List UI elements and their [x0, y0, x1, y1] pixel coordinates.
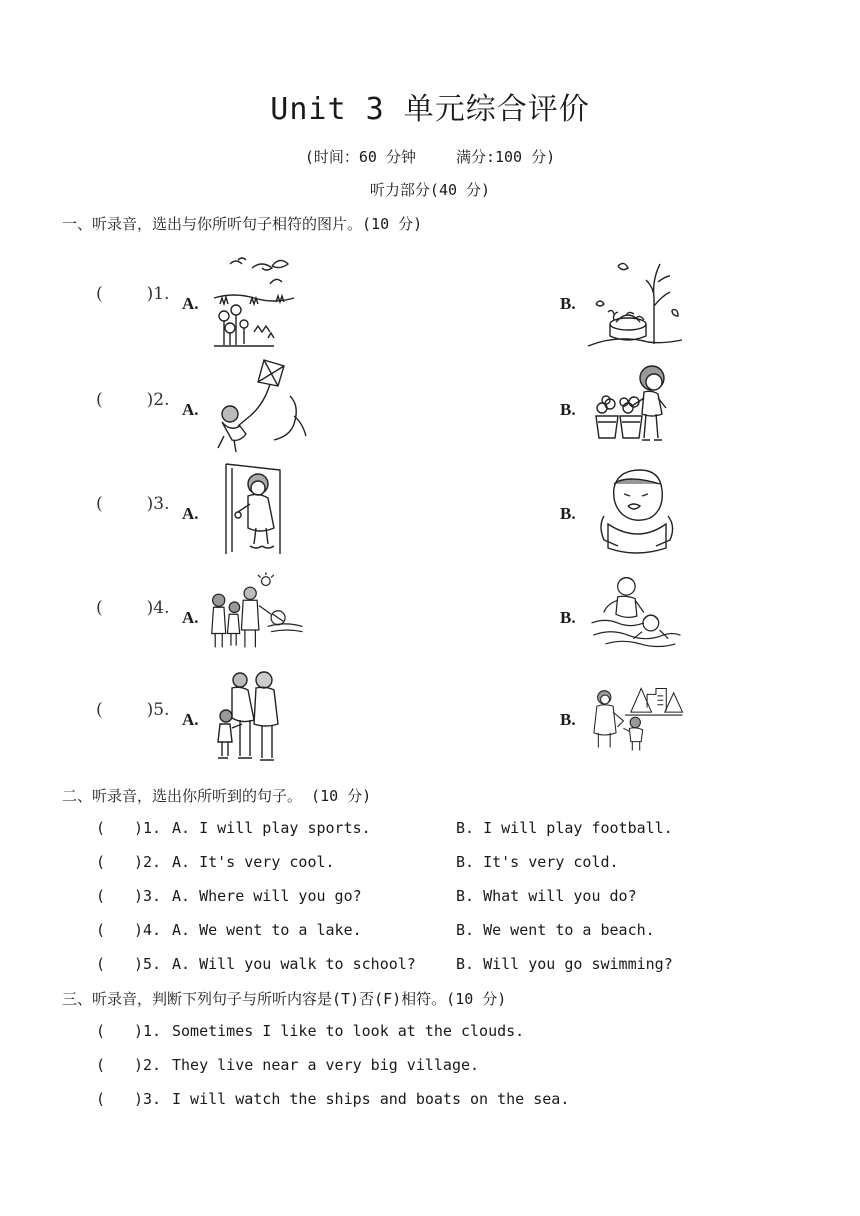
tree-leaves-basket-picture[interactable] — [588, 254, 684, 350]
question-number: )2. — [134, 853, 162, 871]
option-b-label: B. — [560, 400, 576, 419]
option-a-label: A. — [182, 294, 199, 313]
option-a: A. Will you walk to school? — [172, 955, 416, 973]
answer-blank[interactable]: ( )2. — [96, 390, 170, 410]
answer-blank[interactable]: ( — [96, 853, 106, 871]
question-row — [0, 464, 860, 564]
option-a-label: A. — [182, 504, 199, 523]
answer-blank[interactable]: ( — [96, 1056, 106, 1074]
question-row — [0, 360, 860, 460]
answer-blank[interactable]: ( )5. — [96, 700, 170, 720]
exam-info — [0, 146, 860, 167]
statement-text: Sometimes I like to look at the clouds. — [172, 1022, 525, 1040]
option-b: B. I will play football. — [456, 819, 673, 837]
flowers-grass-birds-picture[interactable] — [210, 254, 306, 350]
statement-text: I will watch the ships and boats on the sea. — [172, 1090, 570, 1108]
statement-text: They live near a very big village. — [172, 1056, 480, 1074]
option-b: B. We went to a beach. — [456, 921, 655, 939]
answer-blank[interactable]: ( )4. — [96, 598, 170, 618]
family-at-beach-picture[interactable] — [210, 568, 306, 664]
question-number: )2. — [134, 1056, 162, 1074]
section-2-heading: 二、听录音，选出你所听到的句子。 (10 分) — [62, 787, 372, 805]
option-a-label: A. — [182, 710, 199, 729]
option-a-label: A. — [182, 400, 199, 419]
question-number: )1. — [134, 1022, 162, 1040]
option-b: B. It's very cold. — [456, 853, 619, 871]
option-b-label: B. — [560, 608, 576, 627]
option-a-label: A. — [182, 608, 199, 627]
option-a: A. I will play sports. — [172, 819, 371, 837]
answer-blank[interactable]: ( — [96, 887, 106, 905]
child-flying-kite-picture[interactable] — [210, 360, 306, 456]
answer-blank[interactable]: ( — [96, 955, 106, 973]
option-a: A. It's very cool. — [172, 853, 335, 871]
score-info: 满分:100 分) — [455, 148, 556, 166]
part-label: 听力部分(40 分) — [369, 181, 491, 199]
question-number: )5. — [134, 955, 162, 973]
option-b-label: B. — [560, 710, 576, 729]
question-row — [0, 568, 860, 668]
question-number: )1. — [134, 819, 162, 837]
boy-sneezing-picture[interactable] — [588, 464, 684, 560]
question-number: )3. — [134, 887, 162, 905]
answer-blank[interactable]: ( — [96, 1022, 106, 1040]
answer-blank[interactable]: ( )1. — [96, 284, 170, 304]
girl-with-flower-pots-picture[interactable] — [588, 360, 684, 456]
option-b: B. What will you do? — [456, 887, 637, 905]
children-swimming-picture[interactable] — [588, 568, 684, 664]
question-row — [0, 254, 860, 354]
answer-blank[interactable]: ( )3. — [96, 494, 170, 514]
page-title: Unit 3 单元综合评价 — [270, 92, 590, 127]
family-with-grandparents-picture[interactable] — [210, 670, 306, 766]
option-b-label: B. — [560, 294, 576, 313]
question-row — [0, 670, 860, 770]
question-number: )4. — [134, 921, 162, 939]
answer-blank[interactable]: ( — [96, 1090, 106, 1108]
option-a: A. We went to a lake. — [172, 921, 362, 939]
option-b: B. Will you go swimming? — [456, 955, 673, 973]
time-info: (时间：60 分钟 — [304, 148, 416, 166]
man-opening-door-picture[interactable] — [210, 464, 306, 560]
section-3-heading: 三、听录音，判断下列句子与所听内容是(T)否(F)相符。(10 分) — [62, 990, 507, 1008]
option-a: A. Where will you go? — [172, 887, 362, 905]
option-b-label: B. — [560, 504, 576, 523]
answer-blank[interactable]: ( — [96, 921, 106, 939]
question-number: )3. — [134, 1090, 162, 1108]
teacher-and-boy-in-city-picture[interactable] — [588, 670, 684, 766]
answer-blank[interactable]: ( — [96, 819, 106, 837]
section-1-heading: 一、听录音，选出与你所听句子相符的图片。(10 分) — [62, 215, 423, 233]
